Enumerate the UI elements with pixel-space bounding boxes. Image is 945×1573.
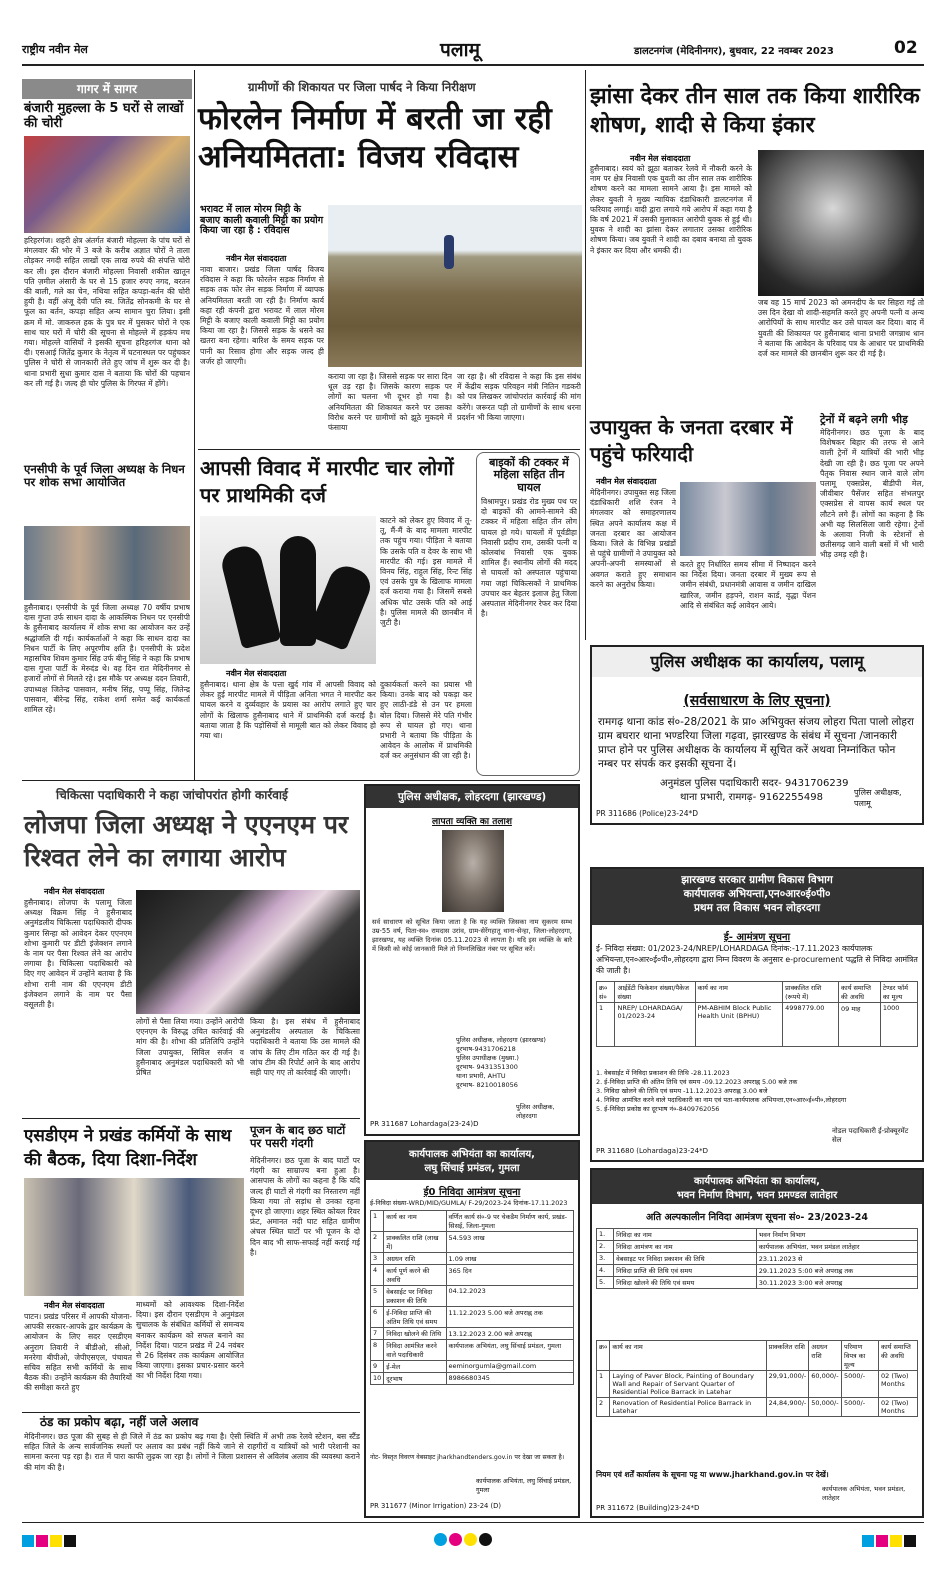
section-rule xyxy=(198,449,580,450)
table-cell: ई-निविदा प्राप्ति की अंतिम तिथि एवं समय xyxy=(384,1307,446,1328)
table-row xyxy=(597,1229,918,1241)
story-body: मेदिनीनगर। छठ पूजा के बाद घाटों पर गंदगी का साम्राज्य बना हुआ है। आसपास के लोगों का कहना है कि यदि जल्द ही घाटों से गंदगी का निस्तारण नहीं किया गया तो सड़ांध से उनका रहना दूभर हो जाएगा। शहर स्थित कोयल रिवर फ्रंट, अमानत नदी घाट सहित ग्रामीण अंचल स्थित घाटों पर भी पूजन के दो दिन बाद भी साफ-सफाई नहीं कराई गई है। xyxy=(250,1156,360,1257)
ad-signer: पुलिस अधीक्षक, लोहरदगा xyxy=(516,1103,555,1120)
table-cell: दूरभाष xyxy=(384,1373,446,1385)
section-rule xyxy=(22,780,580,781)
table-row xyxy=(597,1277,918,1289)
table-row xyxy=(371,1328,574,1340)
janata-darbar-photo xyxy=(680,482,816,556)
table-cell: 5000/- xyxy=(842,1371,879,1398)
table-cell: 24,84,900/- xyxy=(766,1398,809,1417)
table-cell: 50,000/- xyxy=(809,1398,842,1417)
table-cell: अग्रधन राशि xyxy=(384,1253,446,1265)
table-cell: 30.11.2023 3:00 बजे अपराह्न xyxy=(756,1277,917,1289)
ad-title: पुलिस अधीक्षक, लोहरदगा (झारखण्ड) xyxy=(366,786,578,808)
story-headline: झांसा देकर तीन साल तक किया शारीरिक शोषण, शादी से किया इंकार xyxy=(590,84,920,138)
table-cell: 13.12.2023 2.00 बजे अपराह्न xyxy=(446,1328,574,1340)
table-row xyxy=(597,1003,918,1047)
table-cell: भवन निर्माण विभाग xyxy=(756,1229,917,1241)
story-headline: बाइकों की टक्कर में महिला सहित तीन घायल xyxy=(489,456,569,494)
color-swatch xyxy=(50,1535,62,1547)
color-swatch xyxy=(64,1535,76,1547)
table-cell: 29,91,000/- xyxy=(766,1371,809,1398)
table-header-cell: परिमाण विपत्र का मूल्य xyxy=(842,1341,879,1371)
table-cell: 4. xyxy=(597,1265,614,1277)
table-cell: 2 xyxy=(371,1232,384,1253)
color-dots-center xyxy=(434,1531,494,1550)
story-body: हरिहरगंज। शहरी क्षेत्र अंतर्गत बंजारी मोहल्ला के पांच घरों से मंगलवार की भोर में 3 बजे के करीब अज्ञात चोरों ने ताला तोड़कर नगदी सहित लाखों एक लाख रुपये की संपत्ति चोरी कर ली। इस दौरान बंजारी मोहल्ला निवासी शकील खातून पति ज़मील अंसारी के घर से 15 हजार रुपए नगद, बरतन की बाली, गले का चेन, नथिया सहित कपड़ा-बर्तन की चोरी हुयी है। वहीं अंजू देवी पति स्व. जितेंद्र सोनकमी के घर से फूल का बर्तन, कपड़ा सहित अन्य सामान चुरा लिया। इसी क्रम में मो. जाकरुल हक के पुत्र घर में घुसकर चोरों ने एक साथ चार घरों में चोरी की सूचना से मोहल्ले में हड़कंप मच गया। मोहल्ले वासियों ने इसकी सूचना हरिहरगंज थाना को दी। एसआई जितेंद्र कुमार के नेतृत्व में घटनास्थल पर पहुंचकर पुलिस ने चोरी से जानकारी लेते हुए जांच में शुरू कर दी है। थाना प्रभारी सुधा कुमार दास ने बताया कि चोरों की पहचान कर ली गई है। जल्द ही चोर पुलिस के गिरफ्त में होंगे। xyxy=(24,236,190,388)
table-cell: 54.593 लाख xyxy=(446,1232,574,1253)
ad-subtitle: ई0 निविदा आमंत्रण सूचना xyxy=(423,1187,521,1198)
page-number: 02 xyxy=(894,38,918,58)
column-divider xyxy=(585,70,586,640)
ad-code: PR 311687 Lohardaga(23-24)D xyxy=(370,1120,479,1128)
table-row xyxy=(597,1253,918,1265)
missing-person-ad xyxy=(364,784,580,1136)
story-body: मेदिनीनगर। छठ पूजा की सुबह से ही जिले में ठंड का प्रकोप बढ़ गया है। ऐसी स्थिति में अभी तक रेलवे स्टेशन, बस स्टैंड सहित जिले के अन्य सार्वजनिक स्थलों पर अलाव का प्रबंध नहीं किये जाने से राहगीरों व यात्रियों को भारी परेशानी का सामना करना पड़ रहा है। रात में पारा काफी लुढ़क जा रहा है। लोगों ने जिला प्रशासन से अविलंब अलाव की व्यवस्था कराने की मांग की है। xyxy=(24,1432,360,1472)
byline: नवीन मेल संवाददाता xyxy=(630,154,691,163)
story-body: पाटन। प्रखंड परिसर में आपकी योजना-आपकी सरकार-आपके द्वार कार्यक्रम के आयोजन के लिए सदर एसडीएम अनुराग तिवारी ने बीडीओ, सीओ, मनरेगा बीपीओ, जेपीएसएल, पंचायत सचिव सहित सभी कर्मियों के साथ बैठक की। उन्होंने कार्यक्रम की तैयारियों की समीक्षा करते हुए xyxy=(24,1312,132,1393)
ad-code: PR 311677 (Minor Irrigation) 23-24 (D) xyxy=(370,1502,502,1510)
color-swatch xyxy=(36,1535,48,1547)
person-figure xyxy=(444,235,454,269)
ad-code: PR 311686 (Police)23-24*D xyxy=(596,809,699,818)
woman-photo xyxy=(758,150,924,296)
table-cell: 5 xyxy=(371,1286,384,1307)
table-cell: 1 xyxy=(597,1003,615,1047)
table-row xyxy=(371,1265,574,1286)
table-cell: कार्य पूर्ण करने की अवधि xyxy=(384,1265,446,1286)
theft-photo xyxy=(24,136,190,233)
table-cell: 6 xyxy=(371,1307,384,1328)
road-construction-photo xyxy=(328,205,582,367)
latehar-tender-ad xyxy=(590,1168,924,1518)
table-cell: 8986680345 xyxy=(446,1373,574,1385)
table-row xyxy=(371,1232,574,1253)
ad-subtitle: लापता व्यक्ति का तलाश xyxy=(432,817,512,827)
table-header-cell: क्र० सं० xyxy=(597,982,615,1003)
ad-title: भवन निर्माण विभाग, भवन प्रमण्डल लातेहार xyxy=(676,1190,838,1201)
ad-ref: ई-निविदा संख्या-WRD/MID/GUMLA/ F-29/2023-24 दिनांक-17.11.2023 xyxy=(370,1199,568,1207)
story-body: लोगों से पैसा लिया गया। उन्होंने आरोपी एएनएम के विरुद्ध उचित कार्रवाई की मांग की है। शोभा की प्रतिलिपि उन्होंने जिला उपायुक्त, सिविल सर्जन व हुसैनाबाद अनुमंडल पदाधिकारी को भी प्रेषित xyxy=(136,1017,244,1078)
table-cell: 09 माह xyxy=(839,1003,881,1047)
story-headline: एसडीएम ने प्रखंड कर्मियों के साथ की बैठक, दिया दिशा-निर्देश xyxy=(24,1126,232,1170)
table-cell: 4 xyxy=(371,1265,384,1286)
table-cell: वर्णित कार्य सं०-9 पर चेकडैम निर्माण कार्य, प्रखंड- सिसई, जिला-गुमला xyxy=(446,1211,574,1232)
ad-header xyxy=(366,1142,578,1180)
story-headline: पूजन के बाद छठ घाटों पर पसरी गंदगी xyxy=(250,1123,346,1150)
section-rule xyxy=(22,1118,360,1119)
table-cell: 365 दिन xyxy=(446,1265,574,1286)
table-cell: निविदा का नाम xyxy=(614,1229,757,1241)
table-cell: ई-मेल xyxy=(384,1361,446,1373)
ad-signer: नोडल पदाधिकारी ई-प्रोक्यूरमेंट सेल xyxy=(832,1127,909,1144)
color-bar-left xyxy=(22,1532,78,1551)
column-divider xyxy=(194,70,195,780)
nrep-tender-ad xyxy=(590,867,924,1162)
color-swatch xyxy=(890,1535,902,1547)
color-swatch xyxy=(862,1535,874,1547)
color-bar-right xyxy=(862,1532,918,1551)
table-cell: 7 xyxy=(371,1328,384,1340)
ad-code: PR 311680 (Lohardaga)23-24*D xyxy=(596,1147,708,1155)
silhouette-figure xyxy=(218,543,281,650)
story-body: हुसैनाबाद। थाना क्षेत्र के पत्ता खुर्द गांव में आपसी विवाद को लेकर हुई मारपीट मामले में पीड़िता अनिता भगत ने मारपीट कर घायल करने व दुर्व्यवहार के प्रयास का आरोप लगाते हुए चार लोगों के खिलाफ हुसैनाबाद थाने में प्राथमिकी दर्ज कराई है। बताया जाता है कि पड़ोसियों से मामूली बात को लेकर विवाद हो गया था। xyxy=(200,680,376,741)
table-header-cell: टेण्डर फॉर्म का मूल्य xyxy=(880,982,917,1003)
table-header-cell: कार्य समाप्ति की अवधि xyxy=(839,982,881,1003)
section-title: पलामू xyxy=(440,39,480,61)
ad-title: कार्यपालक अभियंता का कार्यालय, xyxy=(409,1149,535,1160)
ad-title: कार्यपालक अभियंता का कार्यालय, xyxy=(694,1176,820,1187)
contact-line: पुलिस उपाधीक्षक (मुख्या.) xyxy=(456,1054,519,1062)
table-cell: 1. xyxy=(597,1229,614,1241)
contact-line: दूरभाष- 9431351300 xyxy=(456,1063,518,1071)
lead-headline: फोरलेन निर्माण में बरती जा रही अनियमितता: विजय रविदास xyxy=(198,101,552,175)
table-cell: वेबसाइट पर निविदा प्रकाशन की तिथि xyxy=(614,1253,757,1265)
table-cell: 1.09 लाख xyxy=(446,1253,574,1265)
table-cell: 3. xyxy=(597,1253,614,1265)
story-body: मेदिनीनगर। छठ पूजा के बाद विशेषकर बिहार की तरफ से आने वाली ट्रेनों में यात्रियों की भारी भीड़ देखी जा रही है। छठ पूजा पर अपने पैतृक निवास स्थान जाने वाले लोग पलामू एक्सप्रेस, बीडीपी मेल, जीवीबार पैसेंजर सहित संभलपुर एक्सप्रेस से वापस कार्य स्थल पर लौटने लगे हैं। लोगों का कहना है कि अभी यह सिलसिला जारी रहेगा। ट्रेनों के अलावा निजी के स्टेशनों से छतीसगढ़ जाने वाली बसों में भी भारी भीड़ उमड़ रही है। xyxy=(820,428,924,560)
table-header-row xyxy=(597,982,918,1003)
ad-note: नोट- विस्तृत विवरण वेबसाइट jharkhandtenders.gov.in पर देखा जा सकता है। xyxy=(370,1454,565,1461)
byline: नवीन मेल संवाददाता xyxy=(44,887,105,896)
table-header-cell: अग्रधन राशि xyxy=(809,1341,842,1371)
masthead-rule xyxy=(22,64,924,66)
dateline: डालटनगंज (मेदिनीनगर), बुधवार, 22 नवम्बर 2023 xyxy=(634,46,834,57)
works-table xyxy=(596,1340,918,1417)
masthead xyxy=(22,36,924,64)
color-dot xyxy=(449,1533,462,1546)
story-headline: आपसी विवाद में मारपीट चार लोगों पर प्राथमिकी दर्ज xyxy=(200,456,454,507)
table-cell: 04.12.2023 xyxy=(446,1286,574,1307)
table-cell: 1 xyxy=(597,1371,610,1398)
byline: नवीन मेल संवाददाता xyxy=(226,669,287,678)
ad-subtitle: अति अल्पकालीन निविदा आमंत्रण सूचना सं०- 23/2023-24 xyxy=(646,1212,868,1223)
ad-signer: कार्यपालक अभियंता, लघु सिंचाई प्रमंडल, गुमला xyxy=(476,1477,572,1494)
table-header-cell: कार्य समाप्ति की अवधि xyxy=(879,1341,918,1371)
contact-line: दूरभाष-9431706218 xyxy=(456,1045,516,1053)
ad-title: प्रथम तल विकास भवन लोहरदगा xyxy=(693,902,821,914)
table-row xyxy=(371,1286,574,1307)
story-body: करते हुए निर्धारित समय सीमा में निष्पादन करने का निर्देश दिया। जनता दरबार में मुख्य रूप से जमीन संबंधी, प्रधानमंत्री आवास व जमीन दाखिल खारिज, जमीन हड़पने, राशन कार्ड, वृद्धा पेंशन आदि से संबंधित कई आवेदन आये। xyxy=(680,560,816,610)
byline: नवीन मेल संवाददाता xyxy=(596,477,657,486)
section-band: गागर में सागर xyxy=(22,79,192,99)
tender-table xyxy=(596,981,918,1047)
table-cell: 02 (Two) Months xyxy=(879,1371,918,1398)
police-notice-ad xyxy=(590,645,924,825)
table-cell: NREP/ LOHARDAGA/ 01/2023-24 xyxy=(615,1003,695,1047)
table-header-cell: आईडेंटी फिकेशन संख्या/पैकेज संख्या xyxy=(615,982,695,1003)
ad-signer: पुलिस अधीक्षक, पलामू xyxy=(854,788,902,808)
color-swatch xyxy=(876,1535,888,1547)
story-body: मेदिनीनगर। उपायुक्त सह जिला दंडाधिकारी शशि रंजन ने मंगलवार को समाहरणालय स्थित अपने कार्यालय कक्ष में जनता दरबार का आयोजन किया। जिले के विभिन्न प्रखंडों से पहुंचे ग्रामीणों ने उपायुक्त को अपनी-अपनी समस्याओं से अवगत कराते हुए समाधान करने का अनुरोध किया। xyxy=(590,488,676,589)
condolence-photo xyxy=(24,526,190,600)
table-cell: 02 (Two) Months xyxy=(879,1398,918,1417)
table-row xyxy=(371,1253,574,1265)
story-body: हुसैनाबाद। एनसीपी के पूर्व जिला अध्यक्ष 70 वर्षीय प्रभाष दास गुप्ता उर्फ साधन दादा के आकस्मिक निधन पर एनसीपी के हुसैनाबाद कार्यालय में शोक सभा का आयोजन कर उन्हें श्रद्धांजलि दी गई। कार्यकर्ताओं ने कहा कि साधन दादा का निधन पार्टी के लिए अपूरणीय क्षति है। एनसीपी के प्रदेश महासचिव शिवम कुमार सिंह उर्फ बीनू सिंह ने कहा कि प्रभाष दास गुप्ता पार्टी के मेरुदंड थे। वह दिन रात मेदिनीनगर से हजारों लोगों से मिलते रहे। इस मौके पर अध्यक्ष ददन तिवारी, उपाध्यक्ष जितेन्द्र पासवान, मनीष सिंह, पप्पू सिंह, जितेन्द्र पासवान, बीरेन्द्र सिंह, राकेश शर्मा समेत कई कार्यकर्ता शामिल रहे। xyxy=(24,603,190,715)
table-cell: निविदा प्राप्ति की तिथि एवं समय xyxy=(614,1265,757,1277)
table-header-cell: कार्य का नाम xyxy=(610,1341,766,1371)
table-cell: 11.12.2023 5.00 बजे अपराह्न तक xyxy=(446,1307,574,1328)
lead-kicker: ग्रामीणों की शिकायत पर जिला पार्षद ने किया निरीक्षण xyxy=(248,80,476,94)
date-line: 1. वेबसाईट में निविदा प्रकाशन की तिथि -28.11.2023 xyxy=(596,1069,730,1077)
paper-logo: राष्ट्रीय नवीन मेल xyxy=(22,43,88,56)
ad-title: झारखण्ड सरकार ग्रामीण विकास विभाग xyxy=(681,874,833,886)
footer-rule xyxy=(22,1522,924,1523)
story-body: माध्यमों को आवश्यक दिशा-निर्देश दिया। इस दौरान एसडीएम ने अनुमंडल सुचालक के संबंधित कर्मियों से समन्वय बनाकर कार्यक्रम को सफल बनाने का निर्देश दिया। पाटन प्रखंड में 24 नवंबर से 26 दिसंबर तक कार्यक्रम आयोजित किया जाएगा। इसका प्रचार-प्रसार करने का भी निर्देश दिया गया। xyxy=(136,1300,244,1381)
story-body: विश्रामपुर। प्रखंड रोड मुख्य पथ पर दो बाइकों की आमने-सामने की टक्कर में महिला सहित तीन लोग घायल हो गये। घायलों में पूर्वडीहा निवासी प्रदीप राम, उसकी पत्नी व कोलबांध निवासी एक युवक शामिल हैं। स्थानीय लोगों की मदद से घायलों को अस्पताल पहुंचाया गया जहां चिकित्सकों ने प्राथमिक उपचार कर बेहतर इलाज हेतु जिला अस्पताल मेदिनीनगर रेफर कर दिया है। xyxy=(481,497,577,619)
ad-signer: कार्यपालक अभियंता, भवन प्रमंडल, लातेहार xyxy=(822,1485,906,1502)
table-cell: 1000 xyxy=(880,1003,917,1047)
story-headline: लोजपा जिला अध्यक्ष ने एएनएम पर रिश्वत लेने का लगाया आरोप xyxy=(24,810,349,872)
table-row xyxy=(371,1373,574,1385)
ad-contacts xyxy=(456,1036,574,1090)
ad-contact: थाना प्रभारी, रामगढ़- 9162255498 xyxy=(680,792,823,803)
lead-body: जा रहा है। श्री रविदास ने कहा कि इस संबंध में केंद्रीय सड़क परिवहन मंत्री नितिन गडकरी को पत्र लिखकर जांचोपरांत कार्रवाई की मांग करेंगे। जरूरत पड़ी तो ग्रामीणों के साथ धरना प्रदर्शन भी किया जाएगा। xyxy=(457,372,581,422)
table-row xyxy=(371,1340,574,1361)
ad-title: कार्यपालक अभियन्ता,एन०आर०ई०पी० xyxy=(683,888,831,900)
table-cell: कार्यपालक अभियंता, भवन प्रमंडल लातेहार xyxy=(756,1241,917,1253)
table-cell: वेबसाईट पर निविदा प्रकाशन की तिथि xyxy=(384,1286,446,1307)
lead-deck: भरावट में लाल मोरम मिट्टी के बजाए काली कवाली मिट्टी का प्रयोग किया जा रहा है : रविदास xyxy=(200,204,324,237)
ad-notice: ई- निविदा संख्या: 01/2023-24/NREP/LOHARDAGA दिनांक:-17.11.2023 कार्यपालक अभियन्ता,एन०आर०ई०पी०,लोहरदगा द्वारा निम्न विवरण के अनुसार e-procurement पद्धति से निविदा आमंत्रित की जाती है। xyxy=(596,944,918,975)
color-dot xyxy=(479,1533,492,1546)
lead-body: नावा बाजार। प्रखंड जिला पार्षद विजय रविदास ने कहा कि फोरलेन सड़क निर्माण से सड़क तक फोर लेन सड़क निर्माण में व्यापक अनियमितता बरती जा रही है। निर्माण कार्य कहा रही कंपनी द्वारा भरावट में लाल मोरम मिट्टी के बजाए काली कवाली मिट्टी का प्रयोग किया जा रहा है। जिससे सड़क के धसने का खतरा बना रहेगा। बारिश के समय सड़क पर पानी का रिसाव होगा और सड़क जल्द ही जर्जर हो जाएगी। xyxy=(200,265,324,366)
color-dot xyxy=(464,1533,477,1546)
table-cell: PM-ABHIM Block Public Health Unit (BPHU) xyxy=(695,1003,783,1047)
bike-story-box xyxy=(476,452,580,776)
ad-title: लघु सिंचाई प्रमंडल, गुमला xyxy=(424,1163,520,1174)
table-cell: 60,000/- xyxy=(809,1371,842,1398)
table-cell: 9 xyxy=(371,1361,384,1373)
color-dot xyxy=(434,1533,447,1546)
tender-dates xyxy=(596,1069,918,1114)
table-cell: 3 xyxy=(371,1253,384,1265)
lead-body: कराया जा रहा है। जिससे सड़क पर सारा दिन धूल उड़ रहा है। जिसके कारण सड़क पर लोगों का चलना भी दूभर हो गया है। अनियमितता की शिकायत करने पर उसका विरोध करने पर ग्रामीणों को झूठे मुकदमे में फंसाया xyxy=(328,372,452,433)
contact-line: थाना प्रभारी, AHTU xyxy=(456,1072,506,1080)
missing-person-photo xyxy=(442,830,504,912)
table-cell: 23.11.2023 से xyxy=(756,1253,917,1265)
table-header-row xyxy=(597,1341,918,1371)
story-kicker: चिकित्सा पदाधिकारी ने कहा जांचोपरांत होगी कार्रवाई xyxy=(56,788,288,802)
story-headline: उपायुक्त के जनता दरबार में पहुंचे फरियादी xyxy=(590,415,793,466)
table-cell: 5. xyxy=(597,1277,614,1289)
date-line: 3. निविदा खोलने की तिथि एवं समय -11.12.2023 अपराह्न 3.00 बजे xyxy=(596,1087,768,1095)
silhouette-figure xyxy=(307,561,376,651)
table-cell: निविदा आमंत्रित करने वाले पदाधिकारी xyxy=(384,1340,446,1361)
table-cell: 5000/- xyxy=(842,1398,879,1417)
tender-table xyxy=(370,1210,574,1385)
ad-header xyxy=(592,869,922,925)
table-cell: निविदा आमंत्रण का नाम xyxy=(614,1241,757,1253)
tender-info-table xyxy=(596,1228,918,1289)
story-body: काटने को लेकर हुए विवाद में तू-तू, मैं-मैं के बाद मामला मारपीट तक पहुंच गया। पीड़िता ने बताया कि उसके पति व देवर के साथ भी मारपीट की गई। इस मामले में विनय सिंह, राहुल सिंह, रिन्ट सिंह एवं उसके पुत्र के खिलाफ मामला दर्ज कराया गया है। जिसमें सबसे अधिक चोट उसके पति को आई है। पुलिस मामले की छानबीन में जुटी है। xyxy=(380,516,472,628)
table-row xyxy=(597,1371,918,1398)
table-row xyxy=(371,1361,574,1373)
table-cell: निविदा खोलने की तिथि एवं समय xyxy=(614,1277,757,1289)
table-cell: 29.11.2023 5:00 बजे अपराह्न तक xyxy=(756,1265,917,1277)
ad-code: PR 311672 (Building)23-24*D xyxy=(596,1504,700,1512)
ad-subtitle: (सर्वसाधारण के लिए सूचना) xyxy=(683,693,831,709)
table-row xyxy=(597,1265,918,1277)
story-body: किया है। इस संबंध में हुसैनाबाद अनुमंडलीय अस्पताल के चिकित्सा पदाधिकारी ने बताया कि उस मामले की जांच के लिए टीम गठित कर दी गई है। जांच टीम की रिपोर्ट आने के बाद आरोप सही पाए गए तो कार्रवाई की जाएगी। xyxy=(250,1017,360,1078)
table-header-cell: प्राक्कलित राशि xyxy=(766,1341,809,1371)
byline: नवीन मेल संवाददाता xyxy=(226,254,287,263)
table-row xyxy=(597,1241,918,1253)
table-cell: 4998779.00 xyxy=(783,1003,839,1047)
table-row xyxy=(597,1398,918,1417)
meeting-photo xyxy=(24,1178,244,1296)
story-headline: एनसीपी के पूर्व जिला अध्यक्ष के निधन पर शोक सभा आयोजित xyxy=(24,462,185,489)
gumla-tender-ad xyxy=(364,1140,580,1518)
table-cell: प्राक्कलित राशि (लाख में) xyxy=(384,1232,446,1253)
table-cell: 8 xyxy=(371,1340,384,1361)
table-cell: Laying of Paver Block, Painting of Boundary Wall and Repair of Servant Quarter of Residential Police Barrack in Latehar xyxy=(610,1371,766,1398)
ad-subtitle: ई- आमंत्रण सूचना xyxy=(723,932,791,943)
bribe-money-photo xyxy=(136,890,360,1014)
section-rule xyxy=(22,1412,360,1413)
table-cell: 2. xyxy=(597,1241,614,1253)
ad-title: पुलिस अधीक्षक का कार्यालय, पलामू xyxy=(592,647,922,677)
ad-body: रामगढ़ थाना कांड सं०-28/2021 के प्रा० अभियुक्त संजय लोहरा पिता पालो लोहरा ग्राम बघरार थाना भण्डरिया जिला गढ़वा, झारखण्ड के संबंध में सूचना /जानकारी प्राप्त होने पर पुलिस अधीक्षक के कार्यालय में सूचित करें अथवा निम्नांकित फोन नम्बर पर संपर्क कर इसकी सूचना दें। xyxy=(598,716,914,770)
story-headline: ठंड का प्रकोप बढ़ा, नहीं जले अलाव xyxy=(40,1415,199,1429)
byline: नवीन मेल संवाददाता xyxy=(44,1301,105,1310)
story-body: हुसैनाबाद। स्वयं को झूठा बताकर रेलवे में नौकरी करने के नाम पर क्षेत्र निवासी एक युवती का तीन साल तक शारीरिक शोषण करने का मामला सामने आया है। इस मामले को लेकर युवती ने मुख्य न्यायिक दंडाधिकारी डालटनगंज में फरियाद लगाई। वादी द्वारा लगाये गये आरोप में कहा गया है कि वर्ष 2021 में उसकी मुलाकात आरोपी युवक से हुई थी। युवक ने शादी का झांसा देकर लगातार उसका शारीरिक शोषण किया। जब युवती ने शादी का दबाव बनाया तो युवक ने इंकार कर दिया और धमकी दी। xyxy=(590,164,752,255)
date-line: 2. ई-निविदा प्राप्ति की अंतिम तिथि एवं समय -09.12.2023 अपराह्न 5.00 बजे तक xyxy=(596,1078,798,1086)
color-swatch xyxy=(22,1535,34,1547)
table-header-cell: क्र० xyxy=(597,1341,610,1371)
story-headline: बंजारी मुहल्ला के 5 घरों से लाखों की चोरी xyxy=(24,101,184,131)
story-body: हुसैनाबाद। लोजपा के पलामू जिला अध्यक्ष विक्रम सिंह ने हुसैनाबाद अनुमंडलीय चिकित्सा पदाधिकारी दीपक कुमार सिन्हा को आवेदन देकर एएनएम शोभा कुमारी पर डीटी इंजेक्शन लगाने के नाम पर पैसा रिश्वत लेने का आरोप लगाया है। चिकित्सा पदाधिकारी को दिए गए आवेदन में उन्होंने बताया है कि शोभा रानी नाम की एएनएम डीटी इंजेक्शन लगाने के नाम पर पैसा वसूलती है। xyxy=(24,898,132,1010)
table-cell: 2 xyxy=(597,1398,610,1417)
photo-caption: जब वह 15 मार्च 2023 को अमनदीप के घर सिहरा गई तो उस दिन देखा वो शादी-सहमति करते हुए अपनी पत्नी व अन्य आरोपियों के साथ मारपीट कर उसे घायल कर दिया। बाद में युवती की शिकायत पर हुसैनाबाद थाना प्रभारी जगन्नाथ धान ने बताया कि आवेदन के परिवाद पत्र के आधार पर प्राथमिकी दर्ज कर मामले की छानबीन शुरू कर दी गई है। xyxy=(758,298,924,359)
color-swatch xyxy=(904,1535,916,1547)
date-line: 5. ई-निविदा प्रकोष्ठ का दूरभाष नं०-8409762056 xyxy=(596,1105,720,1113)
table-header-cell: प्राक्कलित राशि (रूपये में) xyxy=(783,982,839,1003)
table-cell: 10 xyxy=(371,1373,384,1385)
ad-body: सर्व साधारण को सूचित किया जाता है कि यह व्यक्ति जिसका नाम सुकरम सम्भ उम्र-55 वर्ष, पिता-स्व० रामदास उरांव, ग्राम-सेरेंगहातू थाना-सेन्हा, जिला-लोहरदगा, झारखण्ड, यह व्यक्ति दिनांक 05.11.2023 से लापता है। यदि इस व्यक्ति के बारे में किसी को कोई जानकारी मिले तो निम्नलिखित नंबर पर सूचित करें। xyxy=(372,918,572,953)
table-row xyxy=(371,1307,574,1328)
story-body: दुकार्यकर्ता करने का प्रयास भी किया। उनके बाद को पकड़ा कर हुए लाठी-डंडे से उन पर हमला बोल दिया। जिससे मेरे पति गंभीर रूप से घायल हो गए। थाना प्रभारी ने बताया कि पीड़िता के आवेदन के आलोक में प्राथमिकी दर्ज कर अनुसंधान की जा रही है। xyxy=(380,680,472,761)
contact-line: दूरभाष- 8210018056 xyxy=(456,1081,518,1089)
table-cell: निविदा खोलने की तिथि xyxy=(384,1328,446,1340)
table-cell: eeminorgumla@gmail.com xyxy=(446,1361,574,1373)
ad-contact: अनुमंडल पुलिस पदाधिकारी सदर- 9431706239 xyxy=(660,778,849,789)
registration-marks xyxy=(22,1530,924,1546)
table-header-cell: कार्य का नाम xyxy=(695,982,783,1003)
date-line: 4. निविदा आमंत्रित करने वाले पदाधिकारी का नाम एवं पता-कार्यपालक अभियन्ता,एन०आर०ई०पी०,लोहरदगा xyxy=(596,1096,847,1104)
ad-header xyxy=(592,1170,922,1204)
table-row xyxy=(371,1211,574,1232)
story-headline: ट्रेनों में बढ़ने लगी भीड़ xyxy=(820,413,908,426)
table-cell: Renovation of Residential Police Barrack in Latehar xyxy=(610,1398,766,1417)
table-cell: 1 xyxy=(371,1211,384,1232)
table-cell: कार्य का नाम xyxy=(384,1211,446,1232)
contact-line: पुलिस अधीक्षक, लोहरदगा (झारखण्ड) xyxy=(456,1036,546,1044)
fight-silhouette-photo xyxy=(200,516,376,664)
table-cell: कार्यपालक अभियंता, लघु सिंचाई प्रमंडल, गुमला xyxy=(446,1340,574,1361)
ad-footer: नियम एवं शर्तें कार्यालय के सूचना पट्ट या www.jharkhand.gov.in पर देखें। xyxy=(596,1470,829,1479)
